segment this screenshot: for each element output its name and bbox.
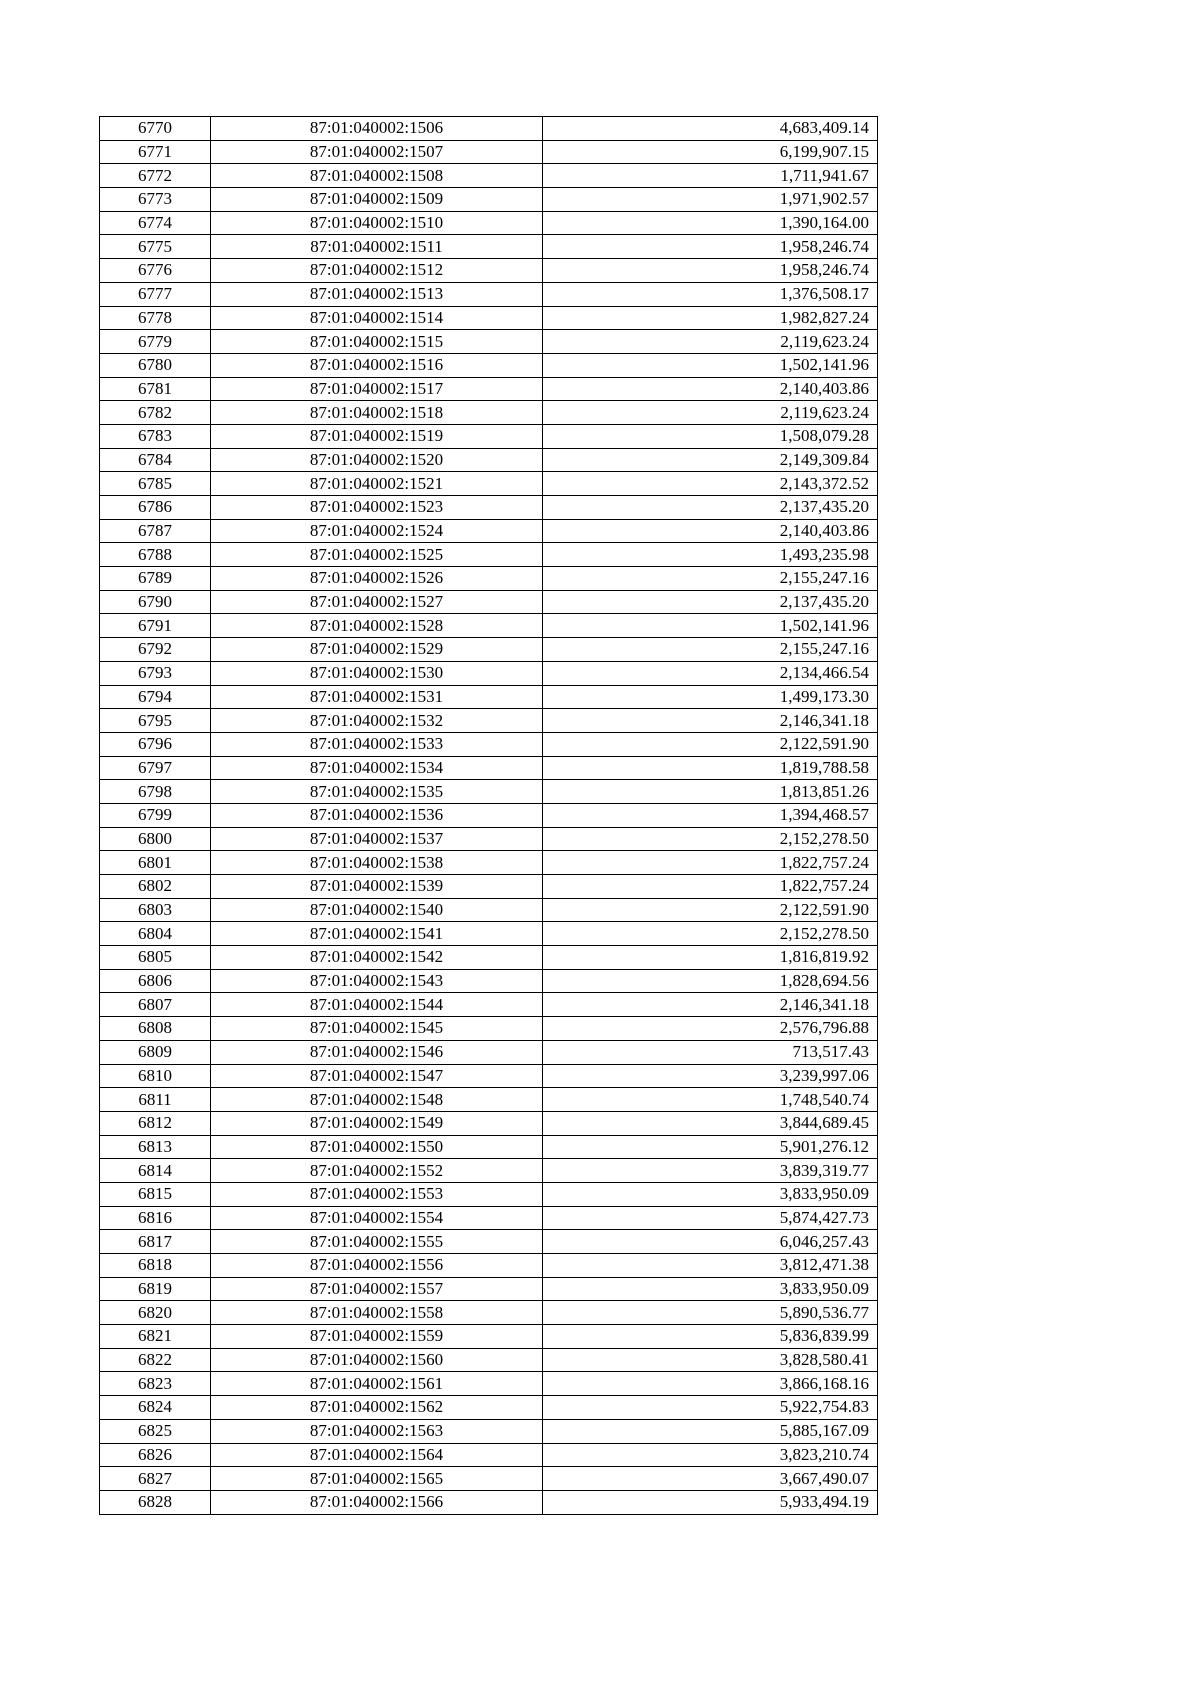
table-row	[100, 1206, 878, 1230]
cadastral-value-cell: 3,667,490.07	[543, 1467, 878, 1491]
row-number-cell: 6781	[100, 377, 211, 401]
table-row	[100, 1467, 878, 1491]
cadastral-value-cell: 2,152,278.50	[543, 922, 878, 946]
cadastral-value-cell: 6,046,257.43	[543, 1230, 878, 1254]
table-row	[100, 188, 878, 212]
cadastral-number-cell: 87:01:040002:1544	[211, 993, 543, 1017]
row-number-cell: 6808	[100, 1017, 211, 1041]
cadastral-value-cell: 2,122,591.90	[543, 732, 878, 756]
cadastral-value-cell: 3,812,471.38	[543, 1254, 878, 1278]
row-number-cell: 6788	[100, 543, 211, 567]
table-row	[100, 306, 878, 330]
cadastral-value-cell: 1,822,757.24	[543, 851, 878, 875]
table-row	[100, 353, 878, 377]
table-row	[100, 590, 878, 614]
table-row	[100, 567, 878, 591]
table-row	[100, 875, 878, 899]
cadastral-number-cell: 87:01:040002:1515	[211, 330, 543, 354]
cadastral-number-cell: 87:01:040002:1555	[211, 1230, 543, 1254]
row-number-cell: 6814	[100, 1159, 211, 1183]
cadastral-value-cell: 1,748,540.74	[543, 1088, 878, 1112]
table-row	[100, 117, 878, 141]
cadastral-value-cell: 1,816,819.92	[543, 946, 878, 970]
table-row	[100, 969, 878, 993]
cadastral-number-cell: 87:01:040002:1518	[211, 401, 543, 425]
cadastral-number-cell: 87:01:040002:1556	[211, 1254, 543, 1278]
cadastral-value-cell: 5,890,536.77	[543, 1301, 878, 1325]
cadastral-number-cell: 87:01:040002:1536	[211, 803, 543, 827]
cadastral-value-cell: 3,833,950.09	[543, 1182, 878, 1206]
table-row	[100, 164, 878, 188]
cadastral-value-cell: 1,819,788.58	[543, 756, 878, 780]
cadastral-value-cell: 1,390,164.00	[543, 211, 878, 235]
cadastral-value-cell: 4,683,409.14	[543, 117, 878, 141]
cadastral-value-cell: 1,508,079.28	[543, 424, 878, 448]
row-number-cell: 6827	[100, 1467, 211, 1491]
cadastral-value-cell: 3,239,997.06	[543, 1064, 878, 1088]
row-number-cell: 6824	[100, 1396, 211, 1420]
table-body	[100, 117, 878, 1515]
row-number-cell: 6798	[100, 780, 211, 804]
cadastral-number-cell: 87:01:040002:1553	[211, 1182, 543, 1206]
cadastral-value-cell: 2,140,403.86	[543, 377, 878, 401]
row-number-cell: 6794	[100, 685, 211, 709]
cadastral-value-cell: 5,922,754.83	[543, 1396, 878, 1420]
cadastral-value-cell: 3,844,689.45	[543, 1111, 878, 1135]
cadastral-number-cell: 87:01:040002:1533	[211, 732, 543, 756]
table-row	[100, 1182, 878, 1206]
cadastral-number-cell: 87:01:040002:1564	[211, 1443, 543, 1467]
table-row	[100, 1135, 878, 1159]
cadastral-number-cell: 87:01:040002:1534	[211, 756, 543, 780]
cadastral-number-cell: 87:01:040002:1559	[211, 1325, 543, 1349]
cadastral-value-cell: 6,199,907.15	[543, 140, 878, 164]
row-number-cell: 6797	[100, 756, 211, 780]
row-number-cell: 6795	[100, 709, 211, 733]
cadastral-number-cell: 87:01:040002:1546	[211, 1040, 543, 1064]
row-number-cell: 6809	[100, 1040, 211, 1064]
row-number-cell: 6771	[100, 140, 211, 164]
cadastral-value-cell: 1,493,235.98	[543, 543, 878, 567]
table-row	[100, 1088, 878, 1112]
cadastral-value-cell: 1,958,246.74	[543, 235, 878, 259]
cadastral-value-cell: 2,149,309.84	[543, 448, 878, 472]
cadastral-value-cell: 2,143,372.52	[543, 472, 878, 496]
cadastral-value-cell: 3,828,580.41	[543, 1348, 878, 1372]
row-number-cell: 6811	[100, 1088, 211, 1112]
row-number-cell: 6775	[100, 235, 211, 259]
table-row	[100, 1419, 878, 1443]
table-row	[100, 1396, 878, 1420]
cadastral-number-cell: 87:01:040002:1524	[211, 519, 543, 543]
row-number-cell: 6779	[100, 330, 211, 354]
cadastral-number-cell: 87:01:040002:1549	[211, 1111, 543, 1135]
cadastral-value-cell: 3,839,319.77	[543, 1159, 878, 1183]
row-number-cell: 6773	[100, 188, 211, 212]
row-number-cell: 6774	[100, 211, 211, 235]
cadastral-number-cell: 87:01:040002:1516	[211, 353, 543, 377]
cadastral-number-cell: 87:01:040002:1554	[211, 1206, 543, 1230]
cadastral-number-cell: 87:01:040002:1506	[211, 117, 543, 141]
row-number-cell: 6812	[100, 1111, 211, 1135]
row-number-cell: 6791	[100, 614, 211, 638]
cadastral-number-cell: 87:01:040002:1542	[211, 946, 543, 970]
row-number-cell: 6793	[100, 661, 211, 685]
cadastral-value-cell: 5,901,276.12	[543, 1135, 878, 1159]
cadastral-value-cell: 1,813,851.26	[543, 780, 878, 804]
table-row	[100, 1372, 878, 1396]
table-row	[100, 519, 878, 543]
cadastral-number-cell: 87:01:040002:1529	[211, 638, 543, 662]
table-row	[100, 827, 878, 851]
cadastral-value-cell: 5,874,427.73	[543, 1206, 878, 1230]
row-number-cell: 6789	[100, 567, 211, 591]
row-number-cell: 6826	[100, 1443, 211, 1467]
cadastral-value-cell: 1,502,141.96	[543, 353, 878, 377]
table-row	[100, 851, 878, 875]
cadastral-value-cell: 5,836,839.99	[543, 1325, 878, 1349]
row-number-cell: 6815	[100, 1182, 211, 1206]
cadastral-number-cell: 87:01:040002:1514	[211, 306, 543, 330]
cadastral-value-cell: 1,822,757.24	[543, 875, 878, 899]
table-row	[100, 614, 878, 638]
table-row	[100, 543, 878, 567]
cadastral-number-cell: 87:01:040002:1509	[211, 188, 543, 212]
row-number-cell: 6776	[100, 259, 211, 283]
table-row	[100, 756, 878, 780]
row-number-cell: 6813	[100, 1135, 211, 1159]
table-row	[100, 1325, 878, 1349]
cadastral-value-cell: 3,823,210.74	[543, 1443, 878, 1467]
cadastral-number-cell: 87:01:040002:1528	[211, 614, 543, 638]
row-number-cell: 6822	[100, 1348, 211, 1372]
cadastral-number-cell: 87:01:040002:1548	[211, 1088, 543, 1112]
cadastral-number-cell: 87:01:040002:1545	[211, 1017, 543, 1041]
row-number-cell: 6787	[100, 519, 211, 543]
cadastral-number-cell: 87:01:040002:1512	[211, 259, 543, 283]
table-row	[100, 1040, 878, 1064]
cadastral-number-cell: 87:01:040002:1540	[211, 898, 543, 922]
row-number-cell: 6802	[100, 875, 211, 899]
table-row	[100, 140, 878, 164]
table-row	[100, 401, 878, 425]
row-number-cell: 6778	[100, 306, 211, 330]
table-row	[100, 1111, 878, 1135]
row-number-cell: 6800	[100, 827, 211, 851]
table-row	[100, 1230, 878, 1254]
table-row	[100, 993, 878, 1017]
cadastral-number-cell: 87:01:040002:1543	[211, 969, 543, 993]
cadastral-number-cell: 87:01:040002:1523	[211, 496, 543, 520]
row-number-cell: 6784	[100, 448, 211, 472]
table-row	[100, 1490, 878, 1514]
row-number-cell: 6821	[100, 1325, 211, 1349]
row-number-cell: 6823	[100, 1372, 211, 1396]
row-number-cell: 6818	[100, 1254, 211, 1278]
cadastral-number-cell: 87:01:040002:1519	[211, 424, 543, 448]
cadastral-number-cell: 87:01:040002:1561	[211, 1372, 543, 1396]
cadastral-value-cell: 1,828,694.56	[543, 969, 878, 993]
table-row	[100, 1348, 878, 1372]
cadastral-value-cell: 2,152,278.50	[543, 827, 878, 851]
table-row	[100, 638, 878, 662]
table-row	[100, 780, 878, 804]
table-row	[100, 922, 878, 946]
cadastral-number-cell: 87:01:040002:1513	[211, 282, 543, 306]
cadastral-value-cell: 1,982,827.24	[543, 306, 878, 330]
cadastral-value-cell: 713,517.43	[543, 1040, 878, 1064]
cadastral-number-cell: 87:01:040002:1566	[211, 1490, 543, 1514]
cadastral-number-cell: 87:01:040002:1511	[211, 235, 543, 259]
table-row	[100, 1017, 878, 1041]
table-row	[100, 1254, 878, 1278]
cadastral-value-cell: 2,137,435.20	[543, 496, 878, 520]
cadastral-number-cell: 87:01:040002:1552	[211, 1159, 543, 1183]
cadastral-number-cell: 87:01:040002:1537	[211, 827, 543, 851]
cadastral-number-cell: 87:01:040002:1565	[211, 1467, 543, 1491]
cadastral-number-cell: 87:01:040002:1550	[211, 1135, 543, 1159]
table-row	[100, 211, 878, 235]
row-number-cell: 6799	[100, 803, 211, 827]
row-number-cell: 6816	[100, 1206, 211, 1230]
cadastral-value-cell: 2,140,403.86	[543, 519, 878, 543]
cadastral-number-cell: 87:01:040002:1563	[211, 1419, 543, 1443]
table-row	[100, 377, 878, 401]
row-number-cell: 6810	[100, 1064, 211, 1088]
cadastral-number-cell: 87:01:040002:1517	[211, 377, 543, 401]
row-number-cell: 6783	[100, 424, 211, 448]
row-number-cell: 6805	[100, 946, 211, 970]
row-number-cell: 6780	[100, 353, 211, 377]
row-number-cell: 6817	[100, 1230, 211, 1254]
cadastral-number-cell: 87:01:040002:1557	[211, 1277, 543, 1301]
cadastral-number-cell: 87:01:040002:1538	[211, 851, 543, 875]
cadastral-value-cell: 1,376,508.17	[543, 282, 878, 306]
table-row	[100, 259, 878, 283]
cadastral-number-cell: 87:01:040002:1539	[211, 875, 543, 899]
table-row	[100, 661, 878, 685]
row-number-cell: 6804	[100, 922, 211, 946]
table-row	[100, 709, 878, 733]
cadastral-number-cell: 87:01:040002:1562	[211, 1396, 543, 1420]
cadastral-value-cell: 1,958,246.74	[543, 259, 878, 283]
row-number-cell: 6790	[100, 590, 211, 614]
cadastral-value-cell: 2,146,341.18	[543, 709, 878, 733]
cadastral-value-cell: 2,137,435.20	[543, 590, 878, 614]
table-row	[100, 946, 878, 970]
cadastral-number-cell: 87:01:040002:1525	[211, 543, 543, 567]
row-number-cell: 6806	[100, 969, 211, 993]
cadastral-number-cell: 87:01:040002:1526	[211, 567, 543, 591]
cadastral-value-cell: 2,155,247.16	[543, 638, 878, 662]
row-number-cell: 6786	[100, 496, 211, 520]
cadastral-number-cell: 87:01:040002:1535	[211, 780, 543, 804]
row-number-cell: 6782	[100, 401, 211, 425]
cadastral-value-table	[99, 116, 878, 1515]
table-row	[100, 1064, 878, 1088]
cadastral-value-cell: 2,119,623.24	[543, 401, 878, 425]
table-row	[100, 472, 878, 496]
table-row	[100, 685, 878, 709]
cadastral-value-cell: 2,146,341.18	[543, 993, 878, 1017]
table-row	[100, 898, 878, 922]
table-row	[100, 282, 878, 306]
cadastral-number-cell: 87:01:040002:1547	[211, 1064, 543, 1088]
cadastral-number-cell: 87:01:040002:1521	[211, 472, 543, 496]
cadastral-value-cell: 1,499,173.30	[543, 685, 878, 709]
cadastral-value-cell: 2,155,247.16	[543, 567, 878, 591]
cadastral-value-cell: 3,833,950.09	[543, 1277, 878, 1301]
table-row	[100, 732, 878, 756]
cadastral-value-cell: 3,866,168.16	[543, 1372, 878, 1396]
cadastral-number-cell: 87:01:040002:1531	[211, 685, 543, 709]
table-row	[100, 424, 878, 448]
row-number-cell: 6803	[100, 898, 211, 922]
row-number-cell: 6785	[100, 472, 211, 496]
table-row	[100, 803, 878, 827]
table-row	[100, 1159, 878, 1183]
cadastral-value-cell: 5,933,494.19	[543, 1490, 878, 1514]
cadastral-value-cell: 5,885,167.09	[543, 1419, 878, 1443]
cadastral-number-cell: 87:01:040002:1520	[211, 448, 543, 472]
row-number-cell: 6796	[100, 732, 211, 756]
table-row	[100, 1443, 878, 1467]
row-number-cell: 6801	[100, 851, 211, 875]
table-row	[100, 496, 878, 520]
row-number-cell: 6777	[100, 282, 211, 306]
cadastral-number-cell: 87:01:040002:1532	[211, 709, 543, 733]
cadastral-number-cell: 87:01:040002:1530	[211, 661, 543, 685]
cadastral-value-cell: 2,122,591.90	[543, 898, 878, 922]
table-row	[100, 1277, 878, 1301]
cadastral-number-cell: 87:01:040002:1558	[211, 1301, 543, 1325]
cadastral-value-cell: 2,576,796.88	[543, 1017, 878, 1041]
cadastral-number-cell: 87:01:040002:1508	[211, 164, 543, 188]
table-row	[100, 448, 878, 472]
row-number-cell: 6770	[100, 117, 211, 141]
table-row	[100, 235, 878, 259]
table-row	[100, 330, 878, 354]
row-number-cell: 6820	[100, 1301, 211, 1325]
cadastral-number-cell: 87:01:040002:1510	[211, 211, 543, 235]
cadastral-value-cell: 1,394,468.57	[543, 803, 878, 827]
row-number-cell: 6825	[100, 1419, 211, 1443]
row-number-cell: 6828	[100, 1490, 211, 1514]
cadastral-number-cell: 87:01:040002:1541	[211, 922, 543, 946]
cadastral-value-cell: 1,711,941.67	[543, 164, 878, 188]
row-number-cell: 6807	[100, 993, 211, 1017]
cadastral-value-cell: 2,134,466.54	[543, 661, 878, 685]
cadastral-value-cell: 2,119,623.24	[543, 330, 878, 354]
row-number-cell: 6819	[100, 1277, 211, 1301]
row-number-cell: 6792	[100, 638, 211, 662]
cadastral-value-cell: 1,971,902.57	[543, 188, 878, 212]
cadastral-number-cell: 87:01:040002:1507	[211, 140, 543, 164]
cadastral-number-cell: 87:01:040002:1560	[211, 1348, 543, 1372]
cadastral-number-cell: 87:01:040002:1527	[211, 590, 543, 614]
table-row	[100, 1301, 878, 1325]
cadastral-value-cell: 1,502,141.96	[543, 614, 878, 638]
row-number-cell: 6772	[100, 164, 211, 188]
